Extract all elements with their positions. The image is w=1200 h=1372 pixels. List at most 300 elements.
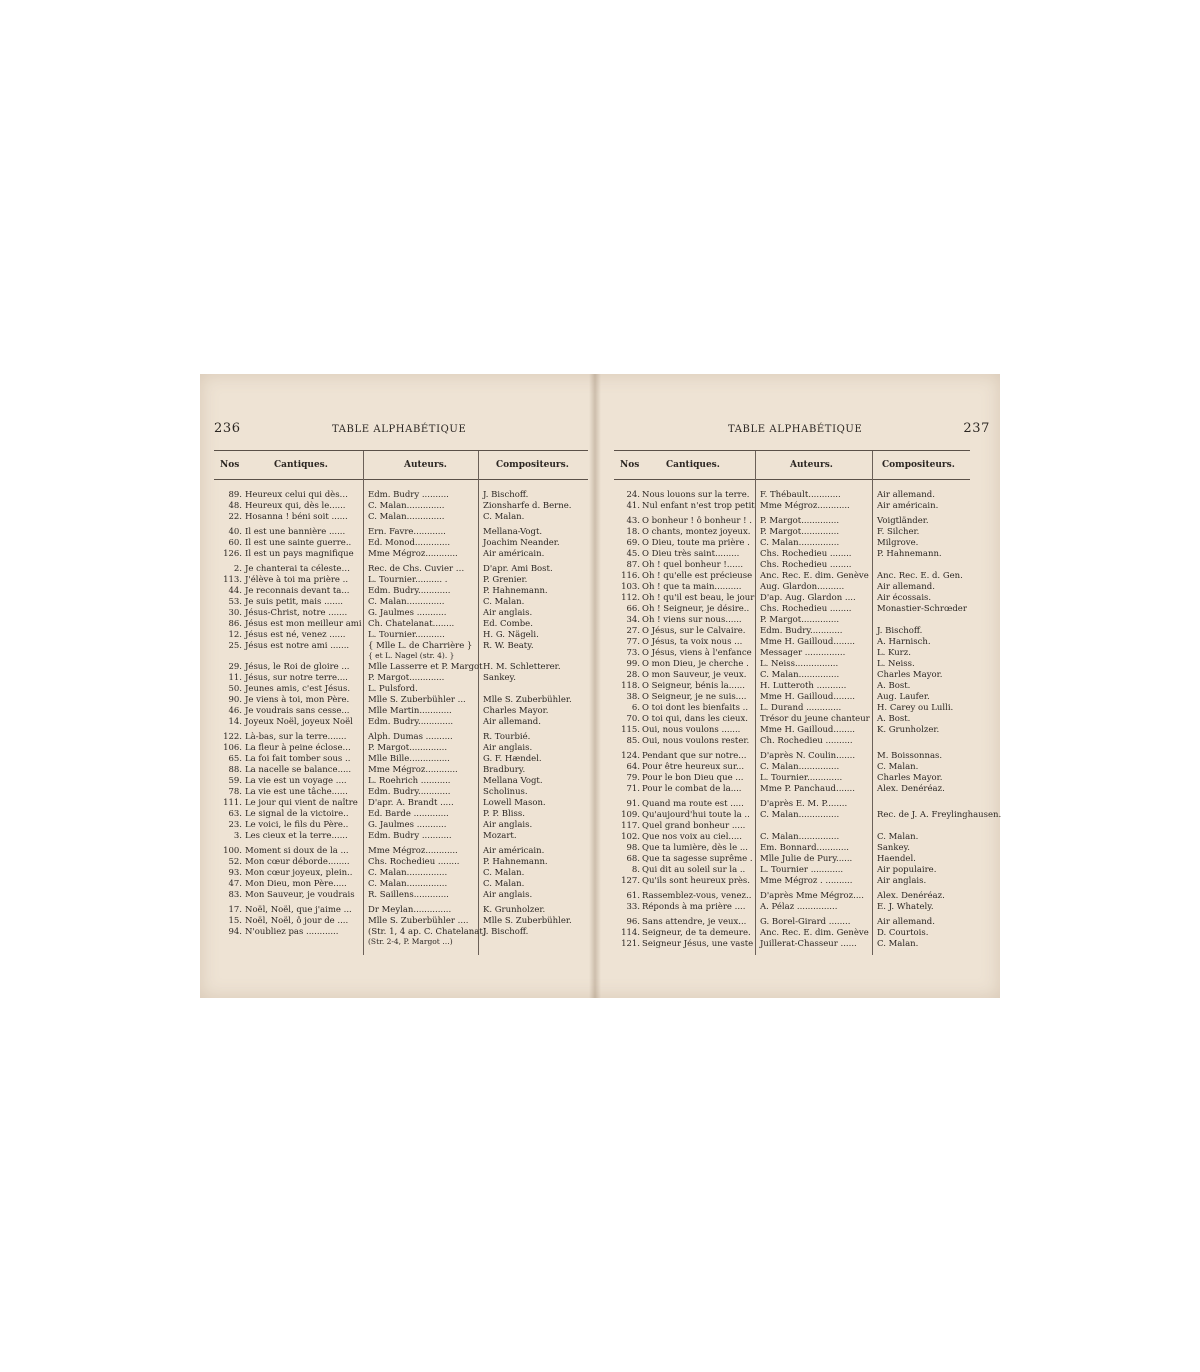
hymn-author: Mlle S. Zuberbühler ... [368,695,466,705]
hymn-composer: Alex. Denéréaz. [877,784,945,794]
hymn-number: 117. [621,821,640,831]
hymn-composer: Zionsharfe d. Berne. [483,501,572,511]
hymn-author: F. Thébault............ [760,490,841,500]
index-row [214,673,588,684]
index-row [214,586,588,597]
hymn-title: Mon Sauveur, je voudrais [245,890,355,900]
hymn-title: La nacelle se balance..... [245,765,352,775]
hymn-author: C. Malan............... [368,868,448,878]
hymn-title: Mon cœur déborde........ [245,857,350,867]
index-row [614,821,970,832]
hymn-title: Noël, Noël, ô jour de .... [245,916,349,926]
index-row [614,648,970,659]
hymn-author: Aug. Glardon.......... [760,582,845,592]
index-row [214,490,588,501]
hymn-number: 91. [626,799,640,809]
index-row [214,820,588,831]
hymn-author: Edm. Budry .......... [368,490,449,500]
index-row [214,684,588,695]
hymn-author: C. Malan.............. [368,512,445,522]
hymn-title: O Dieu, toute ma prière . [642,538,750,548]
hymn-title: O Dieu très saint......... [642,549,740,559]
hymn-author: P. Margot.............. [368,743,448,753]
hymn-number: 73. [626,648,640,658]
left-rows [214,490,588,948]
hymn-number: 98. [626,843,640,853]
hymn-author: P. Margot.............. [760,527,840,537]
hymn-author: Chs. Rochedieu ........ [760,604,852,614]
hymn-author: Mme Mégroz............ [368,765,458,775]
hymn-title: Oh ! que ta main.......... [642,582,742,592]
hymn-composer: Air anglais. [483,820,533,830]
hymn-composer: Anc. Rec. E. d. Gen. [877,571,963,581]
left-page [210,374,588,998]
hymn-author: D'après Mme Mégroz.... [760,891,864,901]
index-row [614,516,970,527]
index-row [614,538,970,549]
hymn-author: Ed. Barde ............. [368,809,449,819]
right-page [610,374,1002,998]
index-row [214,575,588,586]
hymn-title: O chants, montez joyeux. [642,527,751,537]
hymn-composer: Voigtländer. [877,516,929,526]
hymn-author: H. Lutteroth ........... [760,681,847,691]
hymn-title: Nous louons sur la terre. [642,490,750,500]
hymn-number: 22. [228,512,242,522]
index-row [214,916,588,927]
index-row [214,549,588,560]
hymn-number: 93. [228,868,242,878]
hymn-number: 33. [626,902,640,912]
index-row [214,662,588,673]
hymn-composer: Charles Mayor. [877,773,943,783]
index-row [614,876,970,887]
hymn-title: J'élève à toi ma prière .. [245,575,349,585]
hymn-title: Il est une bannière ...... [245,527,346,537]
index-row [614,703,970,714]
index-row [214,630,588,641]
hymn-author: Ern. Favre............ [368,527,446,537]
hymn-title: Le voici, le fils du Père.. [245,820,349,830]
hymn-number: 3. [233,831,242,841]
hymn-author: L. Tournier............. [760,773,843,783]
hymn-number: 115. [621,725,640,735]
hymn-number: 61. [626,891,640,901]
hymn-author: Juillerat-Chasseur ...... [760,939,857,949]
header-compositeurs: Compositeurs. [496,460,569,470]
hymn-composer: Scholinus. [483,787,528,797]
index-row [214,706,588,717]
index-row [214,695,588,706]
hymn-title: Là-bas, sur la terre....... [245,732,347,742]
hymn-title: Jésus est né, venez ...... [245,630,346,640]
header-auteurs: Auteurs. [404,460,447,470]
hymn-number: 96. [626,917,640,927]
index-row [214,501,588,512]
hymn-title: La foi fait tomber sous .. [245,754,351,764]
hymn-number: 27. [626,626,640,636]
hymn-author: L. Roehrich ........... [368,776,451,786]
index-row [214,597,588,608]
index-row [214,732,588,743]
hymn-title: Mon Dieu, mon Père..... [245,879,347,889]
hymn-author: L. Tournier ............ [760,865,844,875]
hymn-number: 124. [621,751,640,761]
index-row [614,593,970,604]
hymn-title: Jeunes amis, c'est Jésus. [245,684,351,694]
hymn-composer: D. Courtois. [877,928,929,938]
hymn-composer: Air anglais. [483,743,533,753]
hymn-title: Oh ! qu'elle est précieuse [642,571,753,581]
index-row [614,692,970,703]
index-row [614,501,970,512]
index-row [614,615,970,626]
hymn-number: 113. [223,575,242,585]
hymn-author: D'après E. M. P........ [760,799,848,809]
hymn-number: 90. [228,695,242,705]
hymn-number: 118. [621,681,640,691]
hymn-title: La fleur à peine éclose... [245,743,351,753]
hymn-title: Oui, nous voulons rester. [642,736,750,746]
header-compositeurs: Compositeurs. [882,460,955,470]
hymn-number: 40. [228,527,242,537]
index-row [614,560,970,571]
hymn-number: 109. [621,810,640,820]
hymn-title: Jésus est notre ami ....... [245,641,350,651]
index-row [214,809,588,820]
hymn-number: 66. [626,604,640,614]
hymn-composer: Air allemand. [483,717,541,727]
index-row [214,641,588,662]
index-row [214,538,588,549]
hymn-composer: Air américain. [483,846,545,856]
hymn-composer: F. Silcher. [877,527,920,537]
hymn-number: 2. [233,564,242,574]
hymn-number: 30. [228,608,242,618]
hymn-author: G. Jaulmes ........... [368,820,447,830]
hymn-title: Pour le bon Dieu que ... [642,773,744,783]
hymn-title: O mon Sauveur, je veux. [642,670,747,680]
index-row [614,891,970,902]
hymn-composer: R. Tourbié. [483,732,531,742]
hymn-composer: A. Bost. [877,681,911,691]
hymn-title: Moment si doux de la ... [245,846,349,856]
hymn-author: P. Margot.............. [760,516,840,526]
index-row [614,582,970,593]
hymn-author: Dr Meylan.............. [368,905,452,915]
hymn-author: L. Pulsford. [368,684,418,694]
hymn-author: C. Malan.............. [368,597,445,607]
hymn-composer: Mellana Vogt. [483,776,543,786]
hymn-number: 14. [228,717,242,727]
hymn-number: 103. [621,582,640,592]
index-row [214,857,588,868]
index-row [614,939,970,950]
index-row [614,799,970,810]
hymn-author: Edm. Budry............ [760,626,843,636]
hymn-composer: Joachim Neander. [483,538,560,548]
hymn-composer: P. Hahnemann. [877,549,942,559]
left-index-table [214,450,588,955]
hymn-number: 69. [626,538,640,548]
hymn-number: 46. [228,706,242,716]
header-no: Nos [220,460,240,470]
index-row [214,754,588,765]
hymn-title: Jésus, sur notre terre.... [245,673,348,683]
hymn-author: L. Tournier........... [368,630,445,640]
hymn-composer: Sankey. [483,673,516,683]
hymn-title: Rassemblez-vous, venez.. [642,891,752,901]
index-row [614,784,970,795]
hymn-composer: Air allemand. [877,917,935,927]
hymn-author: Edm. Budry............. [368,717,454,727]
hymn-number: 122. [223,732,242,742]
hymn-number: 8. [631,865,640,875]
hymn-number: 127. [621,876,640,886]
index-row [214,527,588,538]
hymn-number: 121. [621,939,640,949]
hymn-composer: Alex. Denéréaz. [877,891,945,901]
hymn-number: 45. [626,549,640,559]
hymn-title: O Jésus, viens à l'enfance [642,648,752,658]
hymn-title: Les cieux et la terre...... [245,831,348,841]
hymn-title: Jésus-Christ, notre ....... [245,608,348,618]
hymn-composer: Charles Mayor. [877,670,943,680]
hymn-number: 77. [626,637,640,647]
hymn-author: Mme H. Gailloud........ [760,692,855,702]
hymn-composer: L. Kurz. [877,648,911,658]
index-row [614,527,970,538]
index-row [214,905,588,916]
hymn-author: P. Margot............. [368,673,445,683]
hymn-composer: Air américain. [877,501,939,511]
hymn-title: La vie est un voyage .... [245,776,347,786]
index-row [614,773,970,784]
hymn-number: 47. [228,879,242,889]
right-running-title: TABLE ALPHABÉTIQUE [728,424,863,435]
hymn-author: Trésor du jeune chanteur [760,714,870,724]
hymn-author-line2: { et L. Nagel (str. 4). } [368,651,455,660]
hymn-composer: C. Malan. [483,512,525,522]
hymn-author: P. Margot.............. [760,615,840,625]
hymn-number: 11. [228,673,242,683]
index-row [614,810,1002,821]
hymn-author: L. Tournier.......... . [368,575,448,585]
left-running-head [210,421,588,440]
hymn-number: 25. [228,641,242,651]
hymn-composer: Haendel. [877,854,916,864]
hymn-title: Je suis petit, mais ....... [245,597,344,607]
index-row [614,832,970,843]
hymn-title: Je voudrais sans cesse... [245,706,350,716]
hymn-composer: R. W. Beaty. [483,641,534,651]
hymn-number: 68. [626,854,640,864]
hymn-number: 52. [228,857,242,867]
hymn-author: Edm. Budry............ [368,586,451,596]
hymn-author: G. Borel-Girard ........ [760,917,851,927]
index-row [214,717,588,728]
hymn-composer: Mellana-Vogt. [483,527,543,537]
hymn-author: Ch. Chatelanat........ [368,619,455,629]
index-row [214,927,588,948]
hymn-number: 59. [228,776,242,786]
hymn-title: Heureux qui, dès le...... [245,501,346,511]
hymn-title: N'oubliez pas ............ [245,927,339,937]
hymn-title: Oh ! quel bonheur !...... [642,560,744,570]
hymn-number: 34. [626,615,640,625]
hymn-title: O toi qui, dans les cieux. [642,714,749,724]
left-table-header [214,451,588,480]
index-row [614,854,970,865]
hymn-author: { Mlle L. de Charrière } { et L. Nagel (str. 4). } [368,641,478,661]
hymn-number: 50. [228,684,242,694]
hymn-author: Rec. de Chs. Cuvier … [368,564,465,574]
hymn-number: 38. [626,692,640,702]
hymn-author: Edm. Budry............ [368,787,451,797]
hymn-composer: Lowell Mason. [483,798,546,808]
hymn-composer: Ed. Combe. [483,619,533,629]
hymn-author: Anc. Rec. E. dim. Genève [760,928,869,938]
index-row [214,879,588,890]
hymn-author: A. Pélaz ............... [760,902,838,912]
hymn-title: Jésus, le Roi de gloire ... [245,662,350,672]
index-row [614,865,970,876]
header-cantiques: Cantiques. [666,460,720,470]
hymn-number: 102. [621,832,640,842]
hymn-composer: Aug. Laufer. [877,692,930,702]
index-row [214,743,588,754]
hymn-author: R. Saillens............. [368,890,449,900]
hymn-author: (Str. 1, 4 ap. C. Chatelanat) (Str. 2-4, P. Margot …) [368,927,487,946]
index-row [614,626,970,637]
index-row [614,928,970,939]
hymn-composer: C. Malan. [483,597,525,607]
hymn-composer: P. Grenier. [483,575,528,585]
index-row [214,798,588,809]
hymn-author: Mme Mégroz . .......... [760,876,853,886]
hymn-author: Chs. Rochedieu ........ [368,857,460,867]
hymn-title: Oui, nous voulons ....... [642,725,741,735]
hymn-title: Le signal de la victoire.. [245,809,349,819]
hymn-number: 63. [228,809,242,819]
index-row [214,765,588,776]
hymn-title: Quand ma route est ..... [642,799,744,809]
right-table-header [614,451,970,480]
hymn-author: D'ap. Aug. Glardon .... [760,593,856,603]
hymn-composer: J. Bischoff. [483,490,529,500]
hymn-title: Joyeux Noël, joyeux Noël [245,717,353,727]
hymn-author: Ch. Rochedieu .......... [760,736,853,746]
header-cantiques: Cantiques. [274,460,328,470]
hymn-composer: J. Bischoff. [877,626,923,636]
index-row [214,890,588,901]
hymn-number: 79. [626,773,640,783]
index-row [214,787,588,798]
hymn-author: Chs. Rochedieu ........ [760,560,852,570]
hymn-title: Qui dit au soleil sur la .. [642,865,746,875]
index-row [614,725,970,736]
hymn-title: O Jésus, sur le Calvaire. [642,626,746,636]
hymn-composer: Mlle S. Zuberbühler. [483,695,572,705]
hymn-composer: C. Malan. [877,762,919,772]
hymn-title: Jésus est mon meilleur ami [245,619,362,629]
hymn-title: O toi dont les bienfaits .. [642,703,749,713]
index-row [214,776,588,787]
hymn-composer: Mozart. [483,831,517,841]
hymn-author: Anc. Rec. E. dim. Genève [760,571,869,581]
index-row [214,512,588,523]
hymn-composer: Sankey. [877,843,910,853]
hymn-composer: E. J. Whately. [877,902,934,912]
index-row [614,714,970,725]
hymn-title: O Seigneur, bénis la...... [642,681,745,691]
hymn-author: C. Malan............... [760,810,840,820]
right-page-number: 237 [963,421,990,436]
hymn-composer: Rec. de J. A. Freylinghausen. [877,810,1002,820]
hymn-author: G. Jaulmes ........... [368,608,447,618]
index-row [614,751,970,762]
index-row [614,681,970,692]
right-rows [614,490,1002,950]
hymn-number: 100. [223,846,242,856]
index-row [214,868,588,879]
index-row [614,549,970,560]
hymn-author: C. Malan............... [760,762,840,772]
hymn-title: Il est un pays magnifique [245,549,354,559]
hymn-composer: Air américain. [483,549,545,559]
index-row [614,670,970,681]
hymn-composer: Air allemand. [877,582,935,592]
hymn-number: 94. [228,927,242,937]
hymn-title: La vie est une tâche...... [245,787,348,797]
hymn-title: Que nos voix au ciel..... [642,832,742,842]
hymn-composer: D'apr. Ami Bost. [483,564,553,574]
hymn-title: Je chanterai ta céleste… [245,564,350,574]
index-row [214,619,588,630]
hymn-title: Nul enfant n'est trop petit [642,501,755,511]
hymn-author: Mlle Lasserre et P. Margot [368,662,483,672]
hymn-composer: Air allemand. [877,490,935,500]
hymn-author: C. Malan............... [368,879,448,889]
hymn-title: Je viens à toi, mon Père. [245,695,350,705]
hymn-composer: P. P. Bliss. [483,809,525,819]
hymn-number: 17. [228,905,242,915]
hymn-author: L. Neiss................ [760,659,839,669]
hymn-author: Mme H. Gailloud........ [760,637,855,647]
hymn-number: 60. [228,538,242,548]
hymn-author: Mlle S. Zuberbühler .... [368,916,469,926]
hymn-title: Que ta lumière, dès le ... [642,843,748,853]
hymn-author: Mme H. Gailloud........ [760,725,855,735]
hymn-composer: C. Malan. [483,868,525,878]
hymn-title: Que ta sagesse suprême . [642,854,753,864]
index-row [614,843,970,854]
hymn-number: 116. [621,571,640,581]
hymn-number: 53. [228,597,242,607]
hymn-author: Mme P. Panchaud....... [760,784,855,794]
left-running-title: TABLE ALPHABÉTIQUE [332,424,467,435]
hymn-title: Qu'ils sont heureux près. [642,876,750,886]
hymn-author: D'après N. Coulin....... [760,751,856,761]
hymn-number: 112. [621,593,640,603]
hymn-author: C. Malan.............. [368,501,445,511]
hymn-number: 71. [626,784,640,794]
hymn-author: Mlle Julie de Pury...... [760,854,853,864]
index-row [614,604,970,615]
hymn-title: Mon cœur joyeux, plein.. [245,868,353,878]
hymn-title: O Jésus, ta voix nous ... [642,637,743,647]
hymn-title: Oh ! qu'il est beau, le jour [642,593,755,603]
